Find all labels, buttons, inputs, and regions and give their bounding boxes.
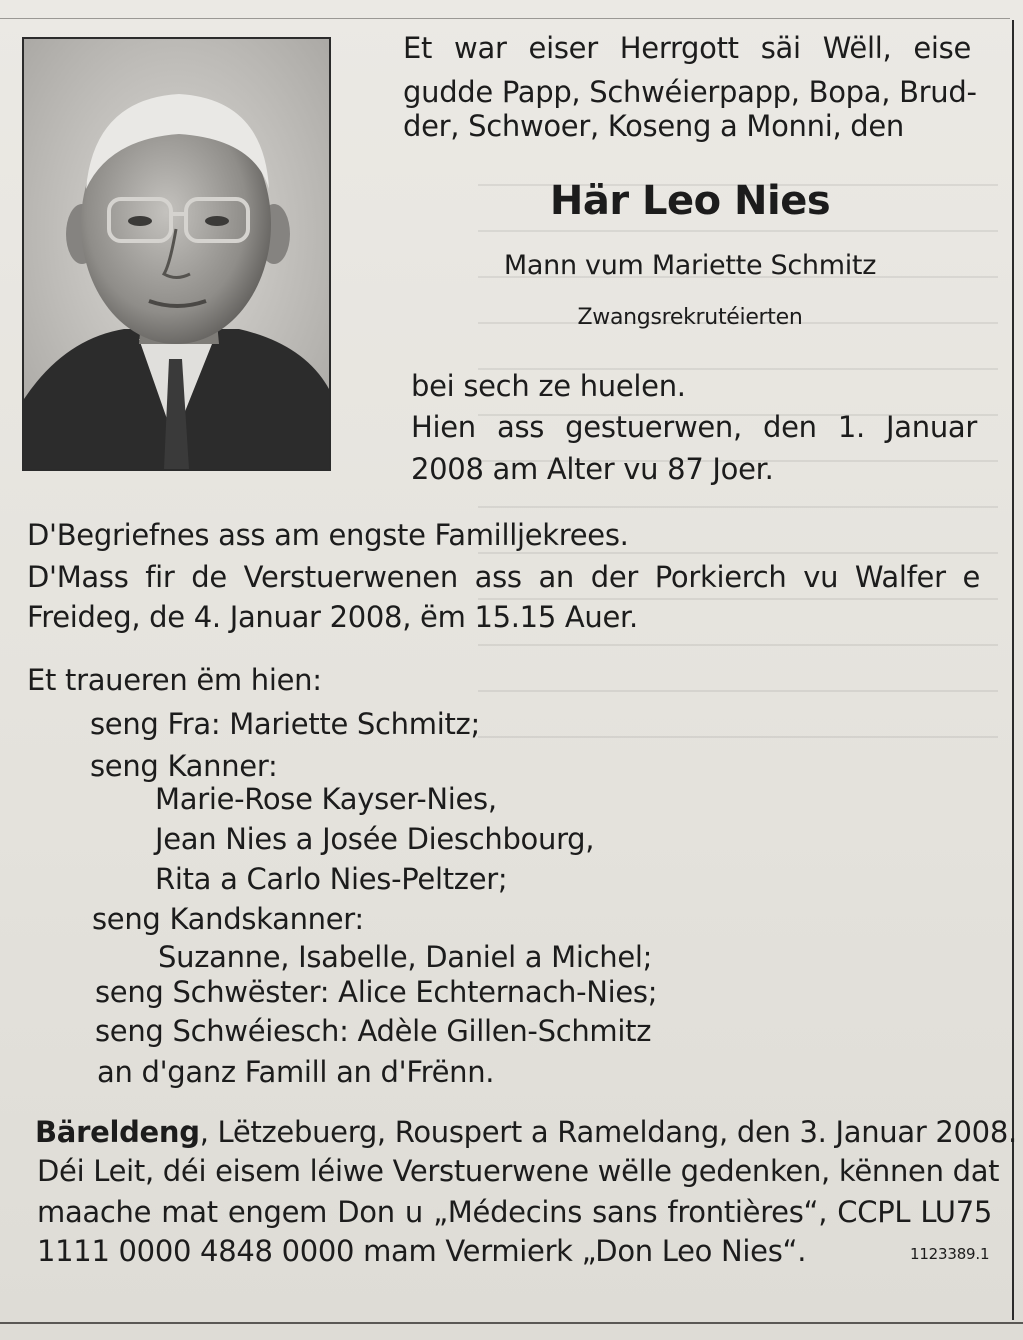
mourners-intro: Et traueren ëm hien: — [27, 663, 322, 697]
place-rest: , Lëtzebuerg, Rouspert a Rameldang, den 3. Januar 2008. — [199, 1115, 1017, 1149]
child-2: Jean Nies a Josée Dieschbourg, — [155, 822, 595, 856]
mourner-family: an d'ganz Famill an d'Frënn. — [97, 1055, 495, 1089]
bottom-border — [0, 1322, 1023, 1324]
death-line-2: Hien ass gestuerwen, den 1. Januar — [411, 410, 977, 444]
mourner-sister-in-law: seng Schwéiesch: Adèle Gillen-Schmitz — [95, 1014, 652, 1048]
status-line: Zwangsrekrutéierten — [577, 305, 803, 330]
intro-line-3: der, Schwoer, Koseng a Monni, den — [403, 109, 905, 143]
burial-line: D'Begriefnes ass am engste Familljekrees. — [27, 518, 629, 552]
children-label: seng Kanner: — [90, 749, 278, 783]
mass-line-2: Freideg, de 4. Januar 2008, ëm 15.15 Auer. — [27, 600, 638, 634]
intro-line-2: gudde Papp, Schwéierpapp, Bopa, Brud- — [403, 75, 977, 109]
reference-number: 1123389.1 — [910, 1245, 990, 1263]
portrait-photo — [22, 37, 331, 471]
donation-line-2: maache mat engem Don u „Médecins sans frontières“, CCPL LU75 — [37, 1195, 992, 1229]
deceased-name: Här Leo Nies — [549, 178, 831, 224]
donation-line-1: Déi Leit, déi eisem léiwe Verstuerwene wëlle gedenken, kënnen dat — [37, 1154, 1000, 1188]
mourner-wife: seng Fra: Mariette Schmitz; — [90, 707, 480, 741]
grandchildren-label: seng Kandskanner: — [92, 902, 364, 936]
grandchildren: Suzanne, Isabelle, Daniel a Michel; — [158, 940, 653, 974]
top-border — [0, 18, 1010, 19]
death-line-1: bei sech ze huelen. — [411, 369, 686, 403]
child-3: Rita a Carlo Nies-Peltzer; — [155, 862, 508, 896]
place-date-line — [35, 1115, 1017, 1149]
spouse-line: Mann vum Mariette Schmitz — [503, 250, 877, 281]
portrait-photo-icon — [24, 39, 329, 469]
child-1: Marie-Rose Kayser-Nies, — [155, 782, 497, 816]
mourner-sister: seng Schwëster: Alice Echternach-Nies; — [95, 975, 658, 1009]
death-line-3: 2008 am Alter vu 87 Joer. — [411, 452, 774, 486]
place-town: Bäreldeng — [35, 1115, 200, 1149]
mass-line-1: D'Mass fir de Verstuerwenen ass an der Porkierch vu Walfer e — [27, 560, 980, 594]
intro-line-1: Et war eiser Herrgott säi Wëll, eise — [403, 31, 971, 65]
donation-line-3: 1111 0000 4848 0000 mam Vermierk „Don Leo Nies“. — [37, 1234, 807, 1268]
